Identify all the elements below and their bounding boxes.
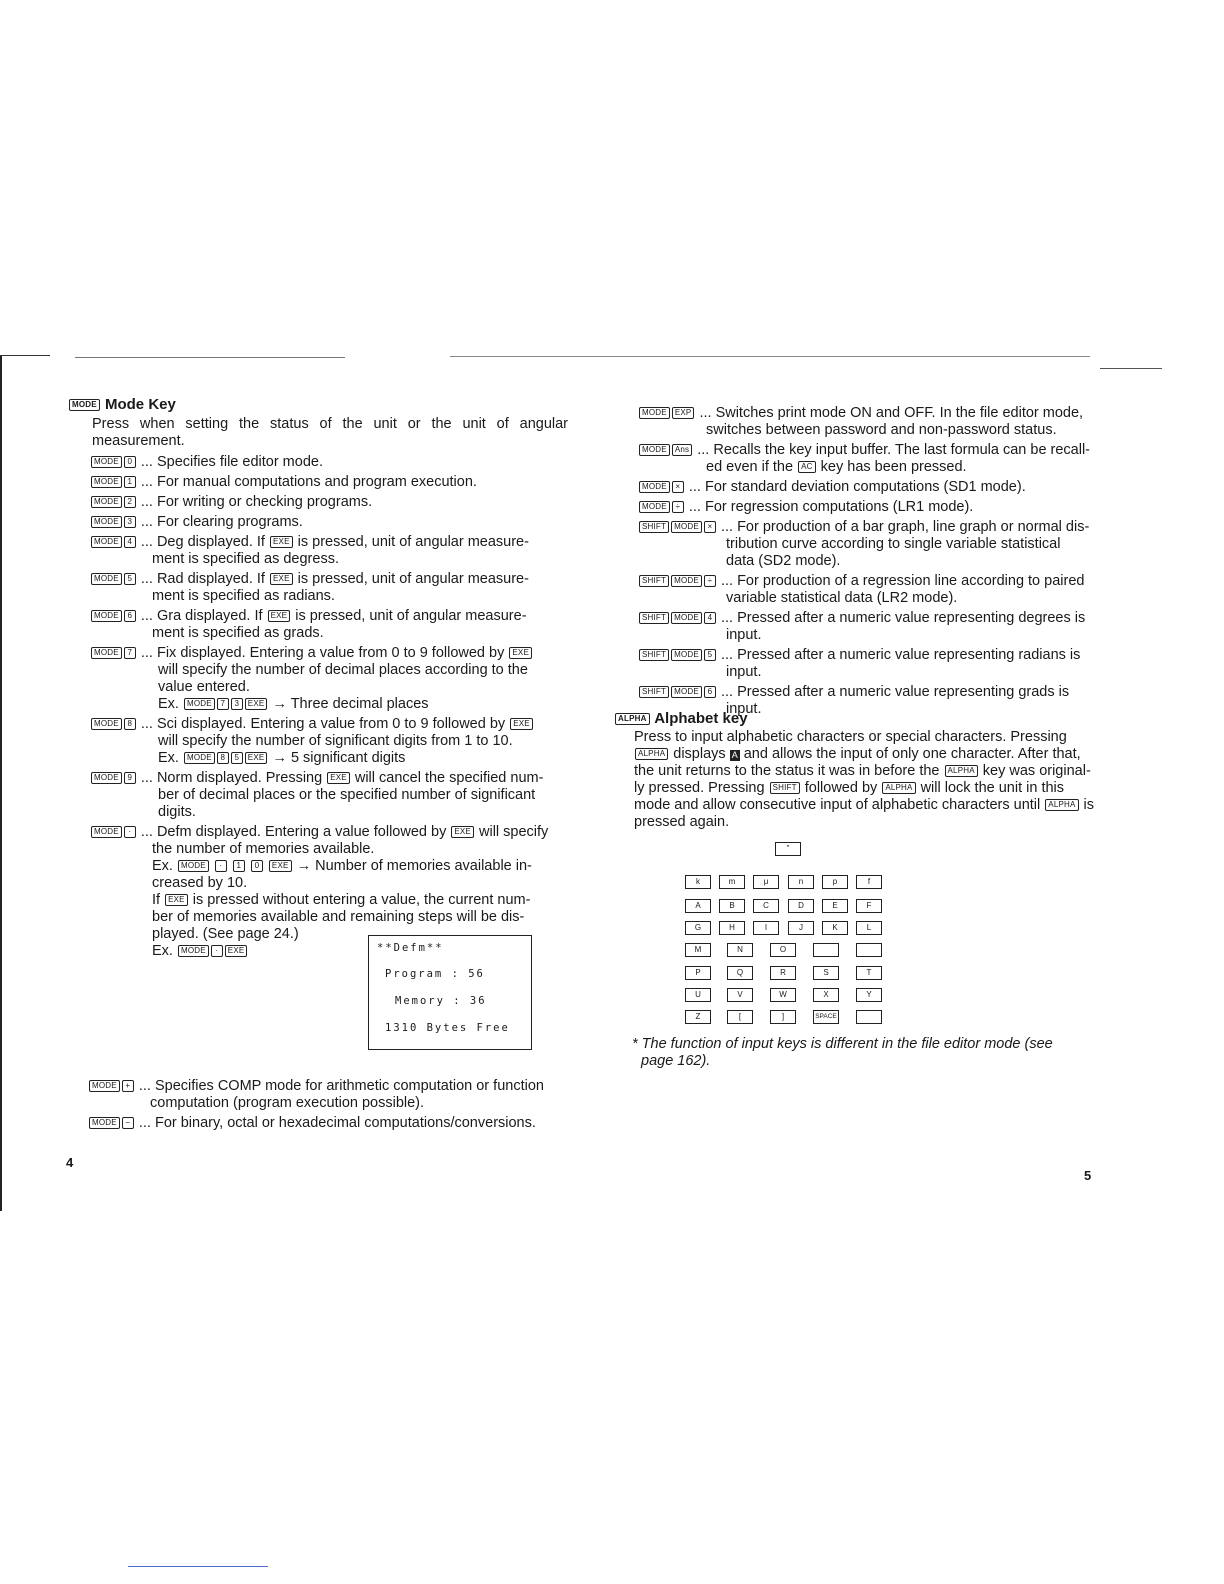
mode-key-icon: MODE [671,521,702,533]
paragraph-text: displays [673,746,726,762]
entry-text: ed even if the [706,459,794,475]
entry-continuation: ment is specified as degress. [152,551,339,567]
entry-continuation: ber of decimal places or the specified number of significant [158,787,536,803]
entry-text: will cancel the specified num- [354,770,544,786]
entry-continuation: variable statistical data (LR2 mode). [726,590,958,606]
entry-text: ... For standard deviation computations (SD1 mode). [688,479,1026,495]
keyboard-key: μ [753,875,779,889]
entry-continuation: the number of memories available. [152,841,375,857]
mode-key-section [68,396,568,963]
entry-text: is pressed, unit of angular measure- [295,608,527,624]
mode-entries-bottom [88,1078,568,1135]
entry-text: If [152,892,161,908]
digit-key-icon: 9 [124,772,136,784]
keyboard-key: m [719,875,745,889]
keyboard-key: k [685,875,711,889]
entry-text: ... For production of a bar graph, line graph or normal dis- [720,519,1090,535]
mode-key-icon: MODE [639,501,670,513]
point-key-icon: · [124,826,136,838]
mode-entry-exp [638,405,1118,439]
keyboard-key: S [813,966,839,980]
display-line-1: **Defm** [377,942,444,954]
keyboard-key [813,943,839,957]
defm-if-line [90,892,568,909]
digit-key-icon: 4 [704,612,716,624]
keyboard-key: N [727,943,753,957]
keyboard-key: U [685,988,711,1002]
mode-entry-gra [90,608,568,642]
mode-key-icon: MODE [69,399,100,411]
mode-entry-norm [90,770,568,821]
paragraph-text: key was original- [982,763,1091,779]
alpha-key-icon: ALPHA [882,782,915,794]
page-number-right: 5 [1084,1168,1092,1183]
keyboard-key: G [685,921,711,935]
mode-entry-lr1 [638,499,1118,516]
keyboard-key: P [685,966,711,980]
entry-continuation: creased by 10. [152,875,248,891]
sci-example [90,750,568,767]
mode-key-icon: MODE [91,647,122,659]
entry-continuation: ment is specified as grads. [152,625,324,641]
mode-key-heading [68,396,568,413]
keyboard-key: F [856,899,882,913]
example-result: → 5 significant digits [272,750,406,766]
digit-key-icon: 2 [124,496,136,508]
mode-key-icon: MODE [91,826,122,838]
ac-key-icon: AC [798,461,816,473]
mode-key-icon: MODE [91,456,122,468]
mode-entry-deg-input [638,610,1118,644]
alpha-key-icon: ALPHA [615,713,650,725]
digit-key-icon: 4 [124,536,136,548]
paragraph-text: and allows the input of only one character. After that, [743,746,1081,762]
entry-continuation: computation (program execution possible). [150,1095,425,1111]
left-page [0,0,600,1584]
mode-key-icon: MODE [671,612,702,624]
shift-key-icon: SHIFT [639,612,669,624]
entry-text: ... Switches print mode ON and OFF. In the file editor mode, [699,405,1084,421]
page-number-left: 4 [66,1155,74,1170]
paragraph-line [634,746,1114,763]
keyboard-key: n [788,875,814,889]
exe-key-icon: EXE [327,772,350,784]
mode-key-icon: MODE [91,610,122,622]
space-key: SPACE [813,1010,839,1024]
entry-continuation: input. [726,701,762,717]
mode-key-icon: MODE [89,1080,120,1092]
paragraph-line: pressed again. [634,814,730,830]
mode-entry-ans [638,442,1118,476]
ans-key-icon: Ans [672,444,692,456]
entry-text: ... Pressed after a numeric value representing radians is [720,647,1081,663]
entry-continuation: switches between password and non-password status. [706,422,1057,438]
paragraph-line: Press to input alphabetic characters or special characters. Pressing [634,729,1067,745]
mode-entry-sd2 [638,519,1118,570]
mode-key-icon: MODE [639,407,670,419]
entry-text: ... For writing or checking programs. [140,494,373,510]
mode-entry-base [88,1115,568,1132]
keyboard-key: V [727,988,753,1002]
paragraph-text: is [1083,797,1095,813]
exe-key-icon: EXE [165,894,188,906]
minus-key-icon: − [122,1117,134,1129]
mode-entry-rad-input [638,647,1118,681]
mode-key-icon: MODE [89,1117,120,1129]
keyboard-key: f [856,875,882,889]
mode-key-icon: MODE [91,536,122,548]
alpha-keyboard-diagram [685,842,915,1032]
mode-key-icon: MODE [178,860,209,872]
paragraph-text: ly pressed. Pressing [634,780,765,796]
keyboard-key: W [770,988,796,1002]
mode-key-icon: MODE [184,698,215,710]
mode-entry-lr2 [638,573,1118,607]
entry-text: ... For regression computations (LR1 mode). [688,499,974,515]
entry-text: ... For production of a regression line according to paired [720,573,1085,589]
exe-key-icon: EXE [225,945,248,957]
mode-entry-2 [90,494,568,511]
mode-key-icon: MODE [639,481,670,493]
exe-key-icon: EXE [269,860,292,872]
footnote-line: page 162). [641,1053,711,1069]
exe-key-icon: EXE [509,647,532,659]
entry-text: ... Pressed after a numeric value representing degrees is [720,610,1086,626]
keyboard-key [856,1010,882,1024]
footnote [632,1036,1112,1070]
mode-entry-sd1 [638,479,1118,496]
exe-key-icon: EXE [510,718,533,730]
digit-key-icon: 6 [124,610,136,622]
point-key-icon: · [215,860,227,872]
example-label: Ex. [158,696,179,712]
exe-key-icon: EXE [245,698,268,710]
example-label: Ex. [158,750,179,766]
keyboard-key: Z [685,1010,711,1024]
entry-text: will specify [479,824,549,840]
mode-entry-0 [90,454,568,471]
keyboard-key: I [753,921,779,935]
exe-key-icon: EXE [245,752,268,764]
example-label: Ex. [152,858,173,874]
paragraph-line [634,780,1114,797]
multiply-key-icon: × [672,481,684,493]
keyboard-key: X [813,988,839,1002]
shift-key-icon: SHIFT [639,521,669,533]
alpha-key-icon: ALPHA [635,748,668,760]
exe-key-icon: EXE [268,610,291,622]
entry-continuation: tribution curve according to single variable statistical [726,536,1061,552]
keyboard-key: B [719,899,745,913]
divide-key-icon: ÷ [672,501,684,513]
entry-continuation [638,459,1118,476]
digit-key-icon: 7 [217,698,229,710]
mode-intro: Press when setting the status of the unit or the unit of angular measurement. [92,416,568,449]
keyboard-key: D [788,899,814,913]
digit-key-icon: 5 [704,649,716,661]
mode-entry-1 [90,474,568,491]
example-result: → Number of memories available in- [296,858,532,874]
mode-key-icon: MODE [91,496,122,508]
alphabet-key-section [614,710,1114,831]
fix-example [90,696,568,713]
calculator-display [368,935,532,1050]
entry-text: is pressed, unit of angular measure- [297,534,529,550]
right-page [610,0,1224,1584]
exe-key-icon: EXE [270,536,293,548]
paragraph-text: followed by [804,780,878,796]
entry-text: ... For manual computations and program execution. [140,474,477,490]
divide-key-icon: ÷ [704,575,716,587]
entry-text: ... Specifies file editor mode. [140,454,323,470]
shift-key-icon: SHIFT [770,782,800,794]
keyboard-key: C [753,899,779,913]
digit-key-icon: 5 [231,752,243,764]
example-label: Ex. [152,943,173,959]
entry-continuation: played. (See page 24.) [152,926,299,942]
keyboard-key: L [856,921,882,935]
mode-entry-comp [88,1078,568,1112]
multiply-key-icon: × [704,521,716,533]
digit-key-icon: 3 [231,698,243,710]
mode-key-icon: MODE [671,575,702,587]
keyboard-key [856,943,882,957]
entry-continuation: digits. [158,804,196,820]
alpha-key-icon: ALPHA [945,765,978,777]
keyboard-key: Y [856,988,882,1002]
entry-text: ... Defm displayed. Entering a value followed by [140,824,447,840]
entry-continuation: input. [726,664,762,680]
mode-key-icon: MODE [91,516,122,528]
alpha-key-icon: ALPHA [1045,799,1078,811]
entry-text: ... Deg displayed. If [140,534,265,550]
paragraph-line [634,797,1114,814]
mode-key-icon: MODE [91,476,122,488]
mode-key-icon: MODE [91,718,122,730]
paragraph-text: will lock the unit in this [920,780,1065,796]
mode-key-icon: MODE [184,752,215,764]
entry-text: ... Pressed after a numeric value representing grads is [720,684,1070,700]
alphabet-key-heading [614,710,1114,727]
entry-text: ... Sci displayed. Entering a value from 0 to 9 followed by [140,716,506,732]
mode-entry-deg [90,534,568,568]
keyboard-key: K [822,921,848,935]
entry-continuation: input. [726,627,762,643]
entry-text: ... Specifies COMP mode for arithmetic computation or function [138,1078,544,1094]
shift-key-icon: SHIFT [639,686,669,698]
digit-key-icon: 0 [124,456,136,468]
entry-text: is pressed, unit of angular measure- [297,571,529,587]
digit-key-icon: 8 [217,752,229,764]
mode-key-icon: MODE [671,649,702,661]
exe-key-icon: EXE [270,573,293,585]
entry-continuation: will specify the number of decimal places according to the [158,662,528,678]
digit-key-icon: 1 [124,476,136,488]
display-line-4: 1310 Bytes Free [385,1022,510,1034]
mode-entry-rad [90,571,568,605]
digit-key-icon: 6 [704,686,716,698]
keyboard-key: Q [727,966,753,980]
keyboard-key: [ [727,1010,753,1024]
entry-continuation: data (SD2 mode). [726,553,841,569]
mode-entry-3 [90,514,568,531]
cursor-icon: A [731,750,738,760]
display-line-3: Memory : 36 [395,995,487,1007]
keyboard-key: A [685,899,711,913]
entry-text: ... For binary, octal or hexadecimal computations/conversions. [138,1115,536,1131]
digit-key-icon: 8 [124,718,136,730]
point-key-icon: · [211,945,223,957]
entry-continuation: ment is specified as radians. [152,588,335,604]
keyboard-key: T [856,966,882,980]
digit-key-icon: 7 [124,647,136,659]
mode-entries-right [638,405,1118,721]
mode-entry-fix [90,645,568,713]
display-line-2: Program : 56 [385,968,485,980]
keyboard-key: J [788,921,814,935]
mode-key-icon: MODE [639,444,670,456]
mode-key-icon: MODE [91,772,122,784]
entry-continuation: will specify the number of significant digits from 1 to 10. [158,733,513,749]
entry-continuation: value entered. [158,679,250,695]
digit-key-icon: 1 [233,860,245,872]
keyboard-key: M [685,943,711,957]
entry-continuation: ber of memories available and remaining steps will be dis- [152,909,525,925]
digit-key-icon: 3 [124,516,136,528]
entry-text: ... Rad displayed. If [140,571,265,587]
keyboard-key: p [822,875,848,889]
entry-text: ... Fix displayed. Entering a value from 0 to 9 followed by [140,645,505,661]
mode-entry-list [68,454,568,960]
keyboard-key: H [719,921,745,935]
digit-key-icon: 5 [124,573,136,585]
entry-text: is pressed without entering a value, the current num- [192,892,531,908]
paragraph-text: mode and allow consecutive input of alphabetic characters until [634,797,1041,813]
quote-key: " [775,842,801,856]
shift-key-icon: SHIFT [639,575,669,587]
plus-key-icon: + [122,1080,134,1092]
mode-key-icon: MODE [91,573,122,585]
entry-text: key has been pressed. [820,459,967,475]
heading-text: Mode Key [104,396,176,413]
mode-key-icon: MODE [178,945,209,957]
digit-key-icon: 0 [251,860,263,872]
paragraph-line [634,763,1114,780]
exp-key-icon: EXP [672,407,695,419]
entry-text: ... Recalls the key input buffer. The last formula can be recall- [697,442,1091,458]
mode-key-icon: MODE [671,686,702,698]
entry-text: ... Norm displayed. Pressing [140,770,323,786]
entry-text: ... Gra displayed. If [140,608,263,624]
keyboard-key: E [822,899,848,913]
keyboard-key: ] [770,1010,796,1024]
defm-example [90,858,568,875]
heading-text: Alphabet key [654,710,748,727]
exe-key-icon: EXE [451,826,474,838]
paragraph-text: the unit returns to the status it was in before the [634,763,940,779]
entry-text: ... For clearing programs. [140,514,303,530]
keyboard-key: R [770,966,796,980]
example-result: → Three decimal places [272,696,429,712]
shift-key-icon: SHIFT [639,649,669,661]
mode-entry-sci [90,716,568,767]
keyboard-key: O [770,943,796,957]
footnote-line: * The function of input keys is different in the file editor mode (see [632,1036,1053,1052]
alphabet-paragraph [614,729,1114,831]
